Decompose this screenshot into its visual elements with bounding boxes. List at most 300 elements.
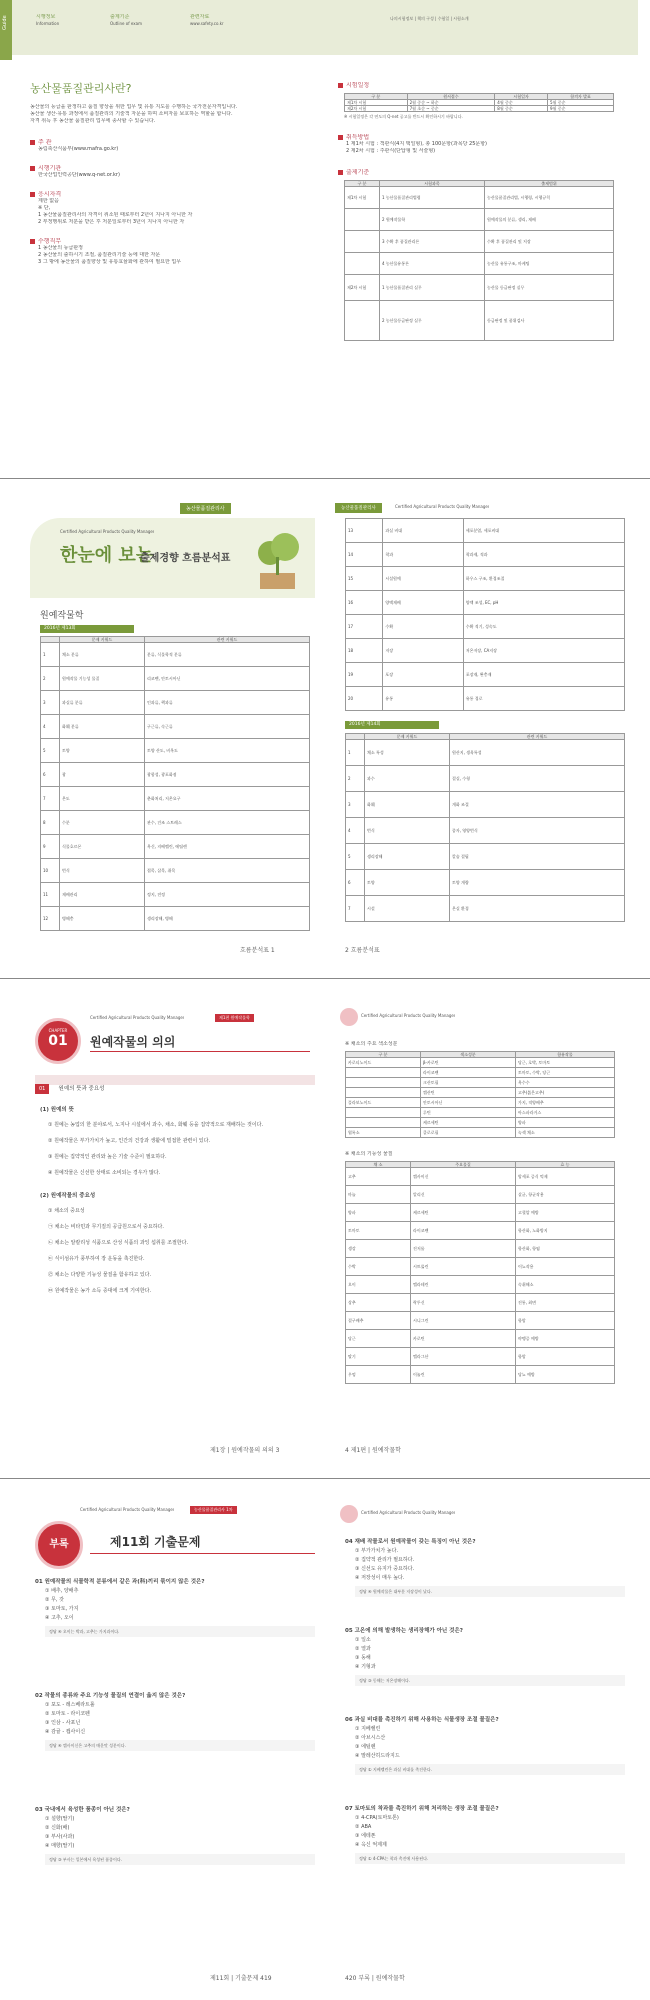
table-cell: 카로티노이드 (346, 1058, 421, 1068)
table-row (346, 1068, 615, 1078)
table-cell: 14 (346, 543, 383, 567)
question-text: 06 과실 비대를 촉진하기 위해 사용하는 식물생장 조절 물질은? (345, 1717, 499, 1723)
section-line: ※ 단, (38, 205, 51, 211)
table-cell: 고추(붉은고추) (516, 1088, 615, 1098)
page-number: 제11회 | 기출문제 419 (210, 1975, 272, 1982)
table-row (41, 907, 310, 931)
header-en-label: Certified Agricultural Products Quality Manager (361, 1013, 456, 1018)
table-cell: 개화 조절 (450, 792, 625, 818)
table-row (41, 859, 310, 883)
answer-option: ① 포도 - 레스베라트롤 (45, 1702, 95, 1708)
answer-option: ④ 고추, 오이 (45, 1615, 74, 1621)
table-cell: 옥수수 (516, 1078, 615, 1088)
section-num: 01 (35, 1084, 49, 1094)
table-cell: 카로틴 (411, 1330, 516, 1348)
table-header: 문제 키워드 (365, 734, 450, 740)
table-cell: 마늘 (346, 1186, 411, 1204)
table-cell: 캡사이신 (411, 1168, 516, 1186)
table-cell: 농산물 등급판정 실무 (485, 275, 614, 301)
guide-right-column (338, 82, 623, 341)
table-row (346, 1276, 615, 1294)
answer-explanation: 정답 ① 4-CPA는 착과 촉진에 사용된다. (355, 1853, 625, 1864)
table-cell: 1 (346, 740, 365, 766)
table-row (345, 253, 614, 275)
table-cell: 원산지, 생육특성 (450, 740, 625, 766)
table-cell: 1 (41, 643, 60, 667)
table-row (346, 1348, 615, 1366)
page-spread-guide (0, 0, 650, 468)
answer-option: ③ 토마토, 가지 (45, 1606, 79, 1612)
table-row (345, 209, 614, 231)
table-cell: 유통 (383, 687, 463, 711)
table-row (346, 1118, 615, 1128)
page-number: 제1장 | 원예작물의 의의 3 (210, 1447, 280, 1454)
table-cell: 번식 (60, 859, 145, 883)
right-page (335, 493, 635, 958)
section-line: 제한 없음 (38, 198, 59, 204)
answer-option: ④ 말레산히드라지드 (355, 1753, 400, 1759)
answer-option: ④ 옥신 억제제 (355, 1842, 387, 1848)
table-cell: 시설원예 (383, 567, 463, 591)
answer-option: ② 열과 (355, 1646, 371, 1652)
table-cell: 수확 (383, 615, 463, 639)
paragraph-heading: (2) 원예작물의 중요성 (40, 1193, 96, 1199)
table-row (41, 763, 310, 787)
trend-right-body-b (346, 740, 625, 922)
table-cell: β-카로틴 (421, 1058, 516, 1068)
method-line: 2 제2차 시험 : 주관식(단답형 및 서술형) (346, 148, 436, 154)
table-cell: 안토시아닌 (421, 1098, 516, 1108)
table-cell: 종자, 영양번식 (450, 818, 625, 844)
table-cell: 토마토 (346, 1222, 411, 1240)
table-cell: 4 (41, 715, 60, 739)
guide-title: 농산물품질관리사란? (30, 82, 132, 95)
left-page (20, 993, 320, 1458)
intro-line: 자격 취득 후 농산물 품질관리 업무에 종사할 수 있습니다. (30, 118, 156, 124)
page-spread-exam (0, 1488, 650, 1993)
page-number: 4 제1편 | 원예작물학 (345, 1447, 401, 1454)
answer-option: ③ 신선도 유지가 중요하다. (355, 1566, 415, 1572)
table-row (346, 663, 625, 687)
table-cell (346, 1078, 421, 1088)
chapter-body (40, 1093, 315, 1297)
table-cell: 이뇨작용 (516, 1258, 615, 1276)
table-cell: 루틴 (421, 1108, 516, 1118)
paragraph-line: ㉡ 채소는 알칼리성 식품으로 산성 식품의 과잉 섭취를 조절한다. (48, 1240, 189, 1246)
plant-illustration-icon (250, 523, 305, 593)
table-header: 문제 키워드 (60, 637, 145, 643)
page-divider (0, 478, 650, 479)
section-line: 1 농산물의 등급판정 (38, 245, 84, 251)
table2-title: ※ 채소의 기능성 물질 (345, 1151, 393, 1157)
table-cell: 양액 조성, EC, pH (463, 591, 624, 615)
answer-option: ④ 기형과 (355, 1664, 376, 1670)
header-col-3 (190, 14, 224, 27)
year-tag (345, 721, 439, 729)
table-row (346, 1098, 615, 1108)
hero-subtitle: 출제경향 흐름분석표 (140, 553, 231, 564)
table-cell: 등급판정 및 품위검사 (485, 301, 614, 341)
schedule-note: ※ 시험일정은 각 연도의 Q-net 공고를 반드시 확인하시기 바랍니다. (344, 114, 463, 119)
table-cell: 케르세틴 (421, 1118, 516, 1128)
table-header: 구 분 (346, 1052, 421, 1058)
table-cell: 착과제, 적과 (463, 543, 624, 567)
header-col-label: 관련자료 (190, 14, 210, 20)
table-cell: 6 (346, 870, 365, 896)
trend-right-body-a (346, 519, 625, 711)
table-cell: 20 (346, 687, 383, 711)
table-cell: 번식 (365, 818, 450, 844)
table-cell: 시트룰린 (411, 1258, 516, 1276)
table-cell: 과수 (365, 766, 450, 792)
table-cell: 광합성, 광포화점 (145, 763, 310, 787)
table-cell: 케르세틴 (411, 1204, 516, 1222)
answer-explanation: 정답 ③ 부사는 일본에서 육성된 품종이다. (45, 1854, 315, 1865)
bullet-square-icon (30, 140, 35, 145)
page-spread-chapter (0, 988, 650, 1468)
table-cell: 우엉 (346, 1366, 411, 1384)
section-line: 한국산업인력공단(www.q-net.or.kr) (38, 172, 120, 178)
table-cell: 생강 (346, 1240, 411, 1258)
appendix-badge (35, 1521, 83, 1569)
answer-option: ② 신화(배) (45, 1825, 70, 1831)
table-cell: 수확 후 품질관리 및 저장 (485, 231, 614, 253)
header-col-1 (36, 14, 59, 27)
page-number: 2 흐름분석표 (345, 947, 380, 954)
table-cell: 토양 개량 (450, 870, 625, 896)
section-title (338, 134, 623, 141)
table-cell: 5월 중순 (548, 100, 614, 106)
bullet-square-icon (30, 192, 35, 197)
table-cell: 3 수확 후 품질관리론 (380, 231, 485, 253)
paragraph-line: ① 원예는 농업의 한 분야로서, 노지나 시설에서 과수, 채소, 화훼 등을 집약적으로 재배하는 것이다. (48, 1122, 264, 1128)
table-cell: 양파 (516, 1118, 615, 1128)
table-cell: 화훼 분류 (60, 715, 145, 739)
table-header: 구 분 (345, 94, 408, 100)
answer-explanation: 정답 ④ 원예작물은 대부분 저장성이 낮다. (355, 1586, 625, 1597)
answer-option: ① 배추, 양배추 (45, 1588, 79, 1594)
table-cell: 당근 (346, 1330, 411, 1348)
table-row (345, 231, 614, 253)
question-text: 01 원예작물의 식물학적 분류에서 같은 과(科)끼리 묶이지 않은 것은? (35, 1579, 205, 1585)
table-cell: 춘화처리, 저온요구 (145, 787, 310, 811)
chapter-number: 01 (48, 1033, 68, 1049)
header-col-sub: www.safety.co.kr (190, 21, 224, 26)
table-header: 구 분 (345, 181, 380, 187)
table-row (346, 567, 625, 591)
page-spread-trend (0, 488, 650, 968)
table-cell: 9 (41, 835, 60, 859)
table-cell: 엘라그산 (411, 1348, 516, 1366)
section-title-text: 시험일정 (346, 82, 370, 89)
table-row (346, 766, 625, 792)
answer-explanation: 정답 ③ 동해는 저온장해이다. (355, 1675, 625, 1686)
table-cell: 생리장해 (365, 844, 450, 870)
table-cell: 세포분열, 세포비대 (463, 519, 624, 543)
section-title-text: 출제기준 (346, 169, 370, 176)
table-cell: 고추 (346, 1168, 411, 1186)
table-cell: 16 (346, 591, 383, 615)
table-cell: 농산물 유통구조, 마케팅 (485, 253, 614, 275)
table-cell: 살균, 항균작용 (516, 1186, 615, 1204)
table-cell: 착과 (383, 543, 463, 567)
answer-option: ③ 인삼 - 사포닌 (45, 1720, 81, 1726)
bullet-square-icon (338, 135, 343, 140)
table-cell: 알리신 (411, 1186, 516, 1204)
table-cell (346, 1088, 421, 1098)
table-row (346, 1204, 615, 1222)
question-block (345, 1538, 625, 1597)
header-tag-text: 제1편 원예작물학 (219, 1015, 250, 1020)
table-cell: 18 (346, 639, 383, 663)
table-row (346, 1168, 615, 1186)
table-cell: 3 (41, 691, 60, 715)
answer-option: ② 집약적 관리가 필요하다. (355, 1557, 415, 1563)
table-row (41, 835, 310, 859)
table-cell: 옥신, 지베렐린, 에틸렌 (145, 835, 310, 859)
paragraph-line: ④ 원예작물은 신선한 상태로 소비되는 경우가 많다. (48, 1170, 161, 1176)
table-cell: 당근, 호박, 토마토 (516, 1058, 615, 1068)
question-block (345, 1805, 625, 1864)
header-col-label: 시행정보 (36, 14, 56, 20)
chapter-title-rule (90, 1051, 310, 1052)
table-row (346, 740, 625, 766)
table-cell: 포장재, 완충재 (463, 663, 624, 687)
table-cell: 7 (346, 896, 365, 922)
header-right-nav: 나의시험정보 | 책의 구성 | 수험일 | 시험소개 (390, 16, 469, 21)
table-row (345, 275, 614, 301)
year-tag (40, 625, 134, 633)
paragraph-heading: (1) 원예의 뜻 (40, 1107, 74, 1113)
table-cell: 당뇨 예방 (516, 1366, 615, 1384)
table-cell (345, 301, 380, 341)
guide-left-column (30, 82, 310, 266)
answer-option: ③ 에테폰 (355, 1833, 376, 1839)
table-cell: 19 (346, 663, 383, 687)
table1-title: ※ 채소의 주요 색소성분 (345, 1041, 398, 1047)
table-header: 관련 키워드 (145, 637, 310, 643)
method-line: 1 제1차 시험 : 객관식(4지 택일형), 총 100문항(과목당 25문항) (346, 141, 488, 147)
table-row (346, 1058, 615, 1068)
table-cell: 고혈압 예방 (516, 1204, 615, 1222)
header-tag-text: 농산물품질관리사 1차 (194, 1507, 233, 1512)
table-cell: 녹색 채소 (516, 1128, 615, 1138)
table-cell: 4월 중순 (495, 100, 548, 106)
table-cell: 엘라테린 (411, 1276, 516, 1294)
section-title (30, 191, 310, 198)
table-row (346, 519, 625, 543)
table-row (346, 591, 625, 615)
table-row (41, 883, 310, 907)
function-table-body (346, 1168, 615, 1384)
pigment-table (345, 1051, 615, 1138)
table-cell: 병해충 (60, 907, 145, 931)
header-en-label: Certified Agricultural Products Quality Manager (361, 1510, 456, 1515)
table-row (345, 106, 614, 112)
table-cell: 클로로필 (421, 1128, 516, 1138)
table-cell: 5 (346, 844, 365, 870)
table-row (41, 715, 310, 739)
table-cell: 원예작물 기능성 물질 (60, 667, 145, 691)
answer-option: ④ 매향(딸기) (45, 1843, 75, 1849)
table-cell (346, 1118, 421, 1128)
table-cell: 제2차 시험 (345, 106, 408, 112)
table-cell: 항암 (516, 1348, 615, 1366)
table-header: 채 소 (346, 1162, 411, 1168)
table-cell: 6 (41, 763, 60, 787)
guide-header (12, 0, 638, 55)
question-text: 02 작물의 종류와 주요 기능성 물질의 연결이 옳지 않은 것은? (35, 1693, 186, 1699)
bullet-square-icon (30, 166, 35, 171)
table-cell: 채소 특성 (365, 740, 450, 766)
bullet-square-icon (30, 239, 35, 244)
table-cell: 저온저장, CA저장 (463, 639, 624, 663)
answer-explanation: 정답 ① 지베렐린은 과실 비대를 촉진한다. (355, 1764, 625, 1775)
answer-explanation: 정답 ④ 오이는 박과, 고추는 가지과이다. (45, 1626, 315, 1637)
table-cell: 제1차 시험 (345, 187, 380, 209)
header-tag (180, 503, 231, 514)
table-cell: 숙취해소 (516, 1276, 615, 1294)
answer-option: ③ 동해 (355, 1655, 371, 1661)
table-cell: 토양 (60, 739, 145, 763)
table-cell: 수박 (346, 1258, 411, 1276)
right-page (335, 993, 635, 1458)
section-title (338, 169, 623, 176)
table-cell: 저장 (383, 639, 463, 663)
table-cell: 원예작물의 분류, 생리, 재배 (485, 209, 614, 231)
table-cell: 8월 중순 (495, 106, 548, 112)
table-cell: 아스파라거스 (516, 1108, 615, 1118)
table-header: 효 능 (516, 1162, 615, 1168)
answer-option: ② 토마토 - 라이코펜 (45, 1711, 90, 1717)
table-row (346, 1088, 615, 1098)
table-row (346, 1258, 615, 1276)
answer-option: ② 아브시스산 (355, 1735, 386, 1741)
logo-icon (340, 1505, 358, 1523)
table-cell: 12 (41, 907, 60, 931)
table-row (345, 187, 614, 209)
table-cell: 크산토필 (421, 1078, 516, 1088)
answer-option: ④ 감귤 - 캡사이신 (45, 1729, 86, 1735)
question-block (345, 1716, 625, 1775)
section-title-text: 시행기관 (38, 165, 62, 172)
question-block (345, 1627, 625, 1686)
table-cell: 8 (41, 811, 60, 835)
section-line: 1 농산물품질관리사의 자격이 취소된 때로부터 2년이 지나지 아니한 자 (38, 212, 193, 218)
paragraph-line: ㉣ 채소는 다양한 기능성 물질을 함유하고 있다. (48, 1272, 152, 1278)
answer-option: ③ 에틸렌 (355, 1744, 376, 1750)
table-header: 출제범위 (485, 181, 614, 187)
trend-table-left (40, 636, 310, 931)
table-cell: 2 농산물등급판정 실무 (380, 301, 485, 341)
table-cell: 4 (346, 818, 365, 844)
table-header: 시험과목 (380, 181, 485, 187)
table-cell: 3 (346, 792, 365, 818)
intro-line: 농산물의 등급을 판정하고 품질 향상을 위한 업무 및 유통 지도를 수행하는 국가전문자격입니다. (30, 104, 238, 110)
table-row (346, 543, 625, 567)
table-cell: 2 (41, 667, 60, 691)
left-page (20, 493, 320, 958)
answer-option: ① 지베렐린 (355, 1726, 381, 1732)
header-en-label: Certified Agricultural Products Quality Manager (90, 1015, 185, 1020)
table-cell: 수분 (60, 811, 145, 835)
exam-title-rule (90, 1553, 315, 1554)
table-cell: 양액재배 (383, 591, 463, 615)
question-text: 05 고온에 의해 발생하는 생리장해가 아닌 것은? (345, 1628, 463, 1634)
table-cell: 접목, 삽목, 취목 (145, 859, 310, 883)
table-cell: 재배관리 (60, 883, 145, 907)
table-cell: 양파 (346, 1204, 411, 1222)
table-cell: 딸기 (346, 1348, 411, 1366)
question-text: 07 토마토의 착과를 촉진하기 위해 처리하는 생장 조절 물질은? (345, 1806, 499, 1812)
table-cell: 2 (346, 766, 365, 792)
section-title-text: 응시자격 (38, 191, 62, 198)
header-tag (190, 1506, 237, 1514)
table-cell: 포장 (383, 663, 463, 687)
chapter-title: 원예작물의 의의 (90, 1035, 176, 1049)
section-title-text: 취득방법 (346, 134, 370, 141)
paragraph-line: ㉠ 채소는 비타민과 무기질의 공급원으로서 중요하다. (48, 1224, 164, 1230)
table-cell: 과실류 분류 (60, 691, 145, 715)
table-cell: 2월 중순 ~ 하순 (407, 100, 495, 106)
answer-option: ① 4-CPA(토마토톤) (355, 1815, 399, 1821)
table-header: 시험일자 (495, 94, 548, 100)
table-row (41, 811, 310, 835)
table-cell: 라이코펜 (421, 1068, 516, 1078)
table-cell: 플라보노이드 (346, 1098, 421, 1108)
table-cell: 7월 초순 ~ 중순 (407, 106, 495, 112)
section-line: 농림축산식품부(www.mafra.go.kr) (38, 146, 119, 152)
table-cell: 온실 환경 (450, 896, 625, 922)
logo-icon (340, 1008, 358, 1026)
table-row (41, 643, 310, 667)
table-cell: 리코펜, 안토시아닌 (145, 667, 310, 691)
bullet-square-icon (338, 170, 343, 175)
table-cell: 농산물품질관리법, 시행령, 시행규칙 (485, 187, 614, 209)
hero-en-label: Certified Agricultural Products Quality Manager (60, 529, 155, 534)
table-cell: 식물호르몬 (60, 835, 145, 859)
table-row (41, 667, 310, 691)
table-cell: 가지, 적양배추 (516, 1098, 615, 1108)
table-cell: 이눌린 (411, 1366, 516, 1384)
table-row (346, 844, 625, 870)
table-cell: 9월 중순 (548, 106, 614, 112)
appendix-badge-text: 부록 (49, 1539, 69, 1550)
table-header: 합격자 발표 (548, 94, 614, 100)
table-cell (345, 253, 380, 275)
table-row (346, 1312, 615, 1330)
answer-explanation: 정답 ④ 캡사이신은 고추의 매운맛 성분이다. (45, 1740, 315, 1751)
table-header: 함유작물 (516, 1052, 615, 1058)
table-cell: 17 (346, 615, 383, 639)
section-title (30, 165, 310, 172)
table-cell: 과실 비대 (383, 519, 463, 543)
table-cell: 제2차 시험 (345, 275, 380, 301)
table-row (346, 1366, 615, 1384)
table-cell: 시설 (365, 896, 450, 922)
trend-table-right (345, 518, 625, 711)
header-en-label: Certified Agricultural Products Quality Manager (395, 504, 490, 509)
header-col-sub: Information (36, 21, 60, 26)
page-number: 420 부록 | 원예작물학 (345, 1975, 405, 1982)
chapter-badge (35, 1018, 81, 1064)
table-row (346, 1128, 615, 1138)
table-header: 원서접수 (407, 94, 495, 100)
table-header: 관련 키워드 (450, 734, 625, 740)
table-cell: 15 (346, 567, 383, 591)
question-block (35, 1692, 315, 1751)
answer-option: ② 무, 갓 (45, 1597, 64, 1603)
